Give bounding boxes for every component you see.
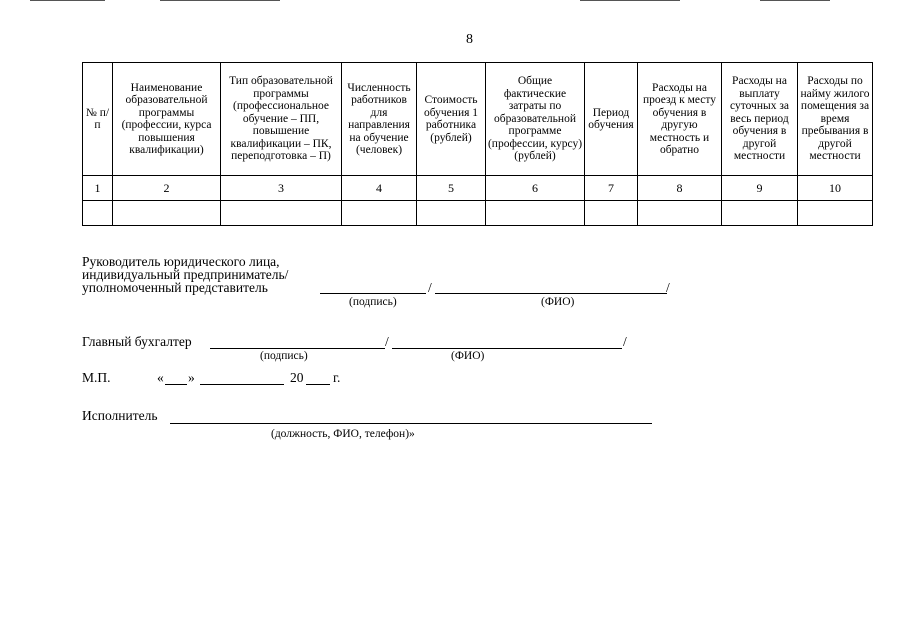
name-caption: (ФИО)	[541, 296, 575, 308]
col-number: 9	[722, 176, 798, 201]
table-header-row	[83, 63, 873, 176]
col-header-daily-allowance: Расходы на выплату суточных за весь период обучения в другой местности	[722, 63, 798, 176]
empty-cell[interactable]	[342, 201, 417, 226]
top-edge-line	[580, 0, 680, 1]
col-number: 7	[585, 176, 638, 201]
col-header-housing-expenses: Расходы по найму жилого помещения за время пребывания в другой местности	[798, 63, 873, 176]
top-edge-line	[30, 0, 105, 1]
col-number: 10	[798, 176, 873, 201]
accountant-label: Главный бухгалтер	[82, 334, 192, 349]
head-label-line3: уполномоченный представитель	[82, 280, 268, 295]
col-number: 4	[342, 176, 417, 201]
table-numbering-row	[83, 176, 873, 201]
accountant-name-field[interactable]	[392, 348, 622, 349]
empty-cell[interactable]	[722, 201, 798, 226]
slash: /	[428, 280, 432, 295]
executor-caption: (должность, ФИО, телефон)»	[271, 428, 415, 440]
empty-cell[interactable]	[638, 201, 722, 226]
empty-cell[interactable]	[486, 201, 585, 226]
head-label-line2: индивидуальный предприниматель/	[82, 267, 289, 282]
date-year-field[interactable]	[306, 384, 330, 385]
col-number: 3	[221, 176, 342, 201]
empty-cell[interactable]	[221, 201, 342, 226]
col-number: 8	[638, 176, 722, 201]
top-edge-line	[760, 0, 830, 1]
empty-cell[interactable]	[417, 201, 486, 226]
head-label-line1: Руководитель юридического лица,	[82, 254, 280, 269]
slash: /	[385, 334, 389, 349]
col-number: 6	[486, 176, 585, 201]
col-header-travel-expenses: Расходы на проезд к месту обучения в другую местность и обратно	[638, 63, 722, 176]
executor-label: Исполнитель	[82, 408, 158, 423]
col-header-num: № п/п	[83, 63, 113, 176]
page-number: 8	[466, 32, 473, 47]
head-name-field[interactable]	[435, 293, 667, 294]
col-number: 2	[113, 176, 221, 201]
date-month-field[interactable]	[200, 384, 284, 385]
col-header-employee-count: Численность работников для направления на обучение (человек)	[342, 63, 417, 176]
col-number: 1	[83, 176, 113, 201]
table-empty-row	[83, 201, 873, 226]
accountant-signature-field[interactable]	[210, 348, 385, 349]
col-header-cost-per-employee: Стоимость обучения 1 работника (рублей)	[417, 63, 486, 176]
signature-caption: (подпись)	[260, 350, 308, 362]
top-edge-line	[160, 0, 280, 1]
col-header-program-type: Тип образовательной программы (профессиональное обучение – ПП, повышение квалификации – ПК, переподготовка – П)	[221, 63, 342, 176]
empty-cell[interactable]	[113, 201, 221, 226]
col-header-program-name: Наименование образовательной программы (профессии, курса повышения квалификации)	[113, 63, 221, 176]
slash: /	[623, 334, 627, 349]
col-number: 5	[417, 176, 486, 201]
executor-field[interactable]	[170, 423, 652, 424]
stamp-label: М.П.	[82, 370, 111, 385]
date-close-quote: »	[188, 370, 195, 385]
expenses-table	[82, 62, 873, 226]
empty-cell[interactable]	[585, 201, 638, 226]
col-header-period: Период обучения	[585, 63, 638, 176]
date-open-quote: «	[157, 370, 164, 385]
col-header-total-costs: Общие фактические затраты по образовательной программе (профессии, курсу) (рублей)	[486, 63, 585, 176]
date-year-suffix: г.	[333, 370, 341, 385]
name-caption: (ФИО)	[451, 350, 485, 362]
signature-caption: (подпись)	[349, 296, 397, 308]
slash: /	[666, 280, 670, 295]
empty-cell[interactable]	[83, 201, 113, 226]
date-year-prefix: 20	[290, 370, 304, 385]
empty-cell[interactable]	[798, 201, 873, 226]
head-signature-field[interactable]	[320, 293, 426, 294]
date-day-field[interactable]	[165, 384, 187, 385]
